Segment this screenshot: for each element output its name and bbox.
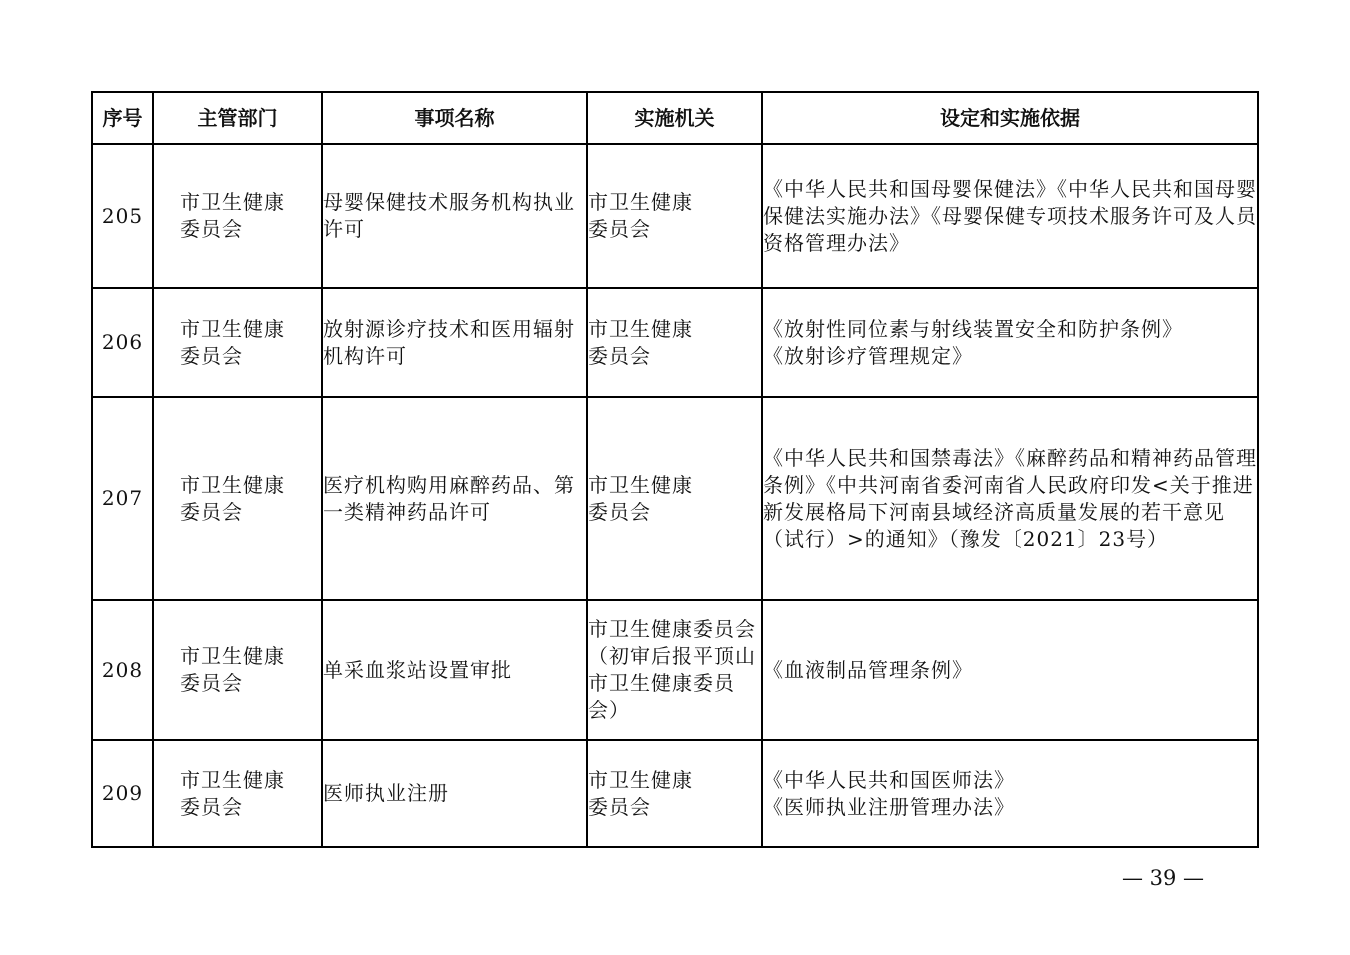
row-legal-basis-text: 《放射性同位素与射线装置安全和防护条例》《放射诊疗管理规定》 bbox=[763, 316, 1183, 368]
row-item-name: 医疗机构购用麻醉药品、第一类精神药品许可 bbox=[322, 397, 587, 600]
table-row bbox=[92, 600, 1258, 740]
row-agency-text: 市卫生健康委员会 bbox=[588, 767, 693, 819]
row-implementing-agency bbox=[587, 740, 762, 847]
row-serial: 205 bbox=[92, 144, 153, 288]
row-department-text: 市卫生健康委员会 bbox=[180, 190, 285, 241]
row-serial: 207 bbox=[92, 397, 153, 600]
row-agency-text: 市卫生健康委员会 bbox=[588, 190, 693, 241]
row-item-name: 医师执业注册 bbox=[322, 740, 587, 847]
row-agency-text: 市卫生健康委员会 bbox=[588, 472, 693, 524]
row-legal-basis-text: 《中华人民共和国医师法》《医师执业注册管理办法》 bbox=[763, 767, 1015, 819]
table-row bbox=[92, 397, 1258, 600]
row-department-text: 市卫生健康委员会 bbox=[180, 472, 285, 524]
row-department bbox=[153, 144, 322, 288]
row-serial: 208 bbox=[92, 600, 153, 740]
header-serial: 序号 bbox=[92, 92, 153, 144]
header-implementing-agency: 实施机关 bbox=[587, 92, 762, 144]
row-department bbox=[153, 397, 322, 600]
row-legal-basis bbox=[762, 288, 1258, 397]
page-number: — 39 — bbox=[1121, 866, 1205, 890]
row-legal-basis: 《中华人民共和国禁毒法》《麻醉药品和精神药品管理条例》《中共河南省委河南省人民政府印发<关于推进新发展格局下河南县域经济高质量发展的若干意见（试行）>的通知》（豫发〔2021〕23号） bbox=[762, 397, 1258, 600]
authority-table bbox=[91, 91, 1259, 848]
header-department: 主管部门 bbox=[153, 92, 322, 144]
row-serial: 206 bbox=[92, 288, 153, 397]
row-implementing-agency: 市卫生健康委员会（初审后报平顶山市卫生健康委员会） bbox=[587, 600, 762, 740]
row-department-text: 市卫生健康委员会 bbox=[180, 316, 285, 368]
row-department-text: 市卫生健康委员会 bbox=[180, 767, 285, 819]
table-row bbox=[92, 288, 1258, 397]
table-row bbox=[92, 144, 1258, 288]
row-implementing-agency bbox=[587, 397, 762, 600]
header-legal-basis: 设定和实施依据 bbox=[762, 92, 1258, 144]
row-agency-text: 市卫生健康委员会 bbox=[588, 316, 693, 368]
row-implementing-agency bbox=[587, 144, 762, 288]
row-department bbox=[153, 600, 322, 740]
row-legal-basis: 《中华人民共和国母婴保健法》《中华人民共和国母婴保健法实施办法》《母婴保健专项技术服务许可及人员资格管理办法》 bbox=[762, 144, 1258, 288]
row-item-name: 单采血浆站设置审批 bbox=[322, 600, 587, 740]
row-department bbox=[153, 288, 322, 397]
row-department bbox=[153, 740, 322, 847]
row-serial: 209 bbox=[92, 740, 153, 847]
row-department-text: 市卫生健康委员会 bbox=[180, 644, 285, 695]
header-item-name: 事项名称 bbox=[322, 92, 587, 144]
row-item-name: 母婴保健技术服务机构执业许可 bbox=[322, 144, 587, 288]
table-header-row bbox=[92, 92, 1258, 144]
row-legal-basis: 《血液制品管理条例》 bbox=[762, 600, 1258, 740]
row-legal-basis bbox=[762, 740, 1258, 847]
row-item-name: 放射源诊疗技术和医用辐射机构许可 bbox=[322, 288, 587, 397]
row-implementing-agency bbox=[587, 288, 762, 397]
table-row bbox=[92, 740, 1258, 847]
